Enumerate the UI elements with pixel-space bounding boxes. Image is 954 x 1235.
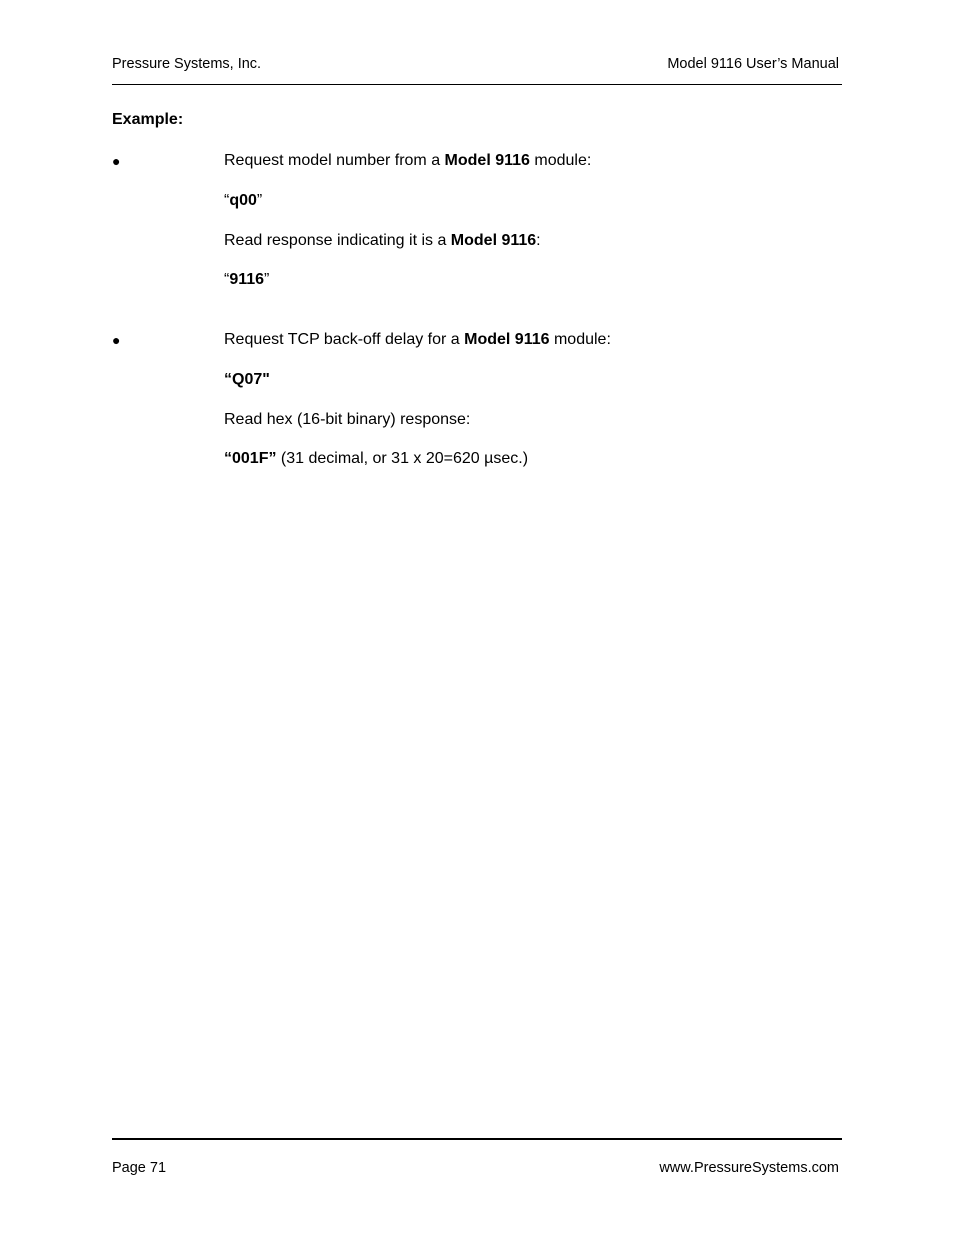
- item1-response: [224, 271, 269, 289]
- section-title: Example:: [112, 111, 184, 128]
- item1-request-post: module:: [529, 152, 592, 169]
- header-manual-title: Model 9116 User’s Manual: [667, 56, 839, 72]
- item1-read-model: Model 9116: [450, 232, 537, 249]
- quote-close: ”: [256, 192, 263, 209]
- item2-response: [224, 450, 528, 468]
- item1-read-pre: Read response indicating it is a: [224, 232, 451, 249]
- quote-open: “: [224, 192, 230, 209]
- item1-read-post: :: [536, 232, 541, 249]
- item2-command-code: “Q07": [224, 371, 270, 388]
- footer-website: www.PressureSystems.com: [659, 1160, 839, 1176]
- item2-request-pre: Request TCP back-off delay for a: [224, 331, 465, 348]
- item2-request-post: module:: [549, 331, 611, 348]
- bullet-icon: ●: [112, 153, 121, 169]
- item1-command-code: q00: [229, 192, 257, 209]
- item2-request-text: [224, 331, 611, 349]
- item1-response-code: 9116: [229, 271, 265, 288]
- item2-response-note: (31 decimal, or 31 x 20=620 µsec.): [276, 450, 529, 467]
- item1-request-model: Model 9116: [444, 152, 530, 169]
- header-divider: [112, 84, 842, 85]
- item1-request-text: [224, 152, 591, 170]
- item1-command: [224, 192, 262, 210]
- bullet-icon: ●: [112, 332, 121, 348]
- page-number: Page 71: [112, 1160, 167, 1176]
- item1-request-pre: Request model number from a: [224, 152, 445, 169]
- header-company: Pressure Systems, Inc.: [112, 56, 262, 72]
- item2-request-model: Model 9116: [464, 331, 550, 348]
- item2-read-text: Read hex (16-bit binary) response:: [224, 411, 471, 428]
- item2-command: [224, 371, 270, 389]
- footer-divider: [112, 1138, 842, 1140]
- quote-open: “: [224, 271, 230, 288]
- quote-close: ”: [264, 271, 270, 288]
- item2-response-code: “001F”: [224, 450, 277, 467]
- item1-read-text: [224, 232, 541, 250]
